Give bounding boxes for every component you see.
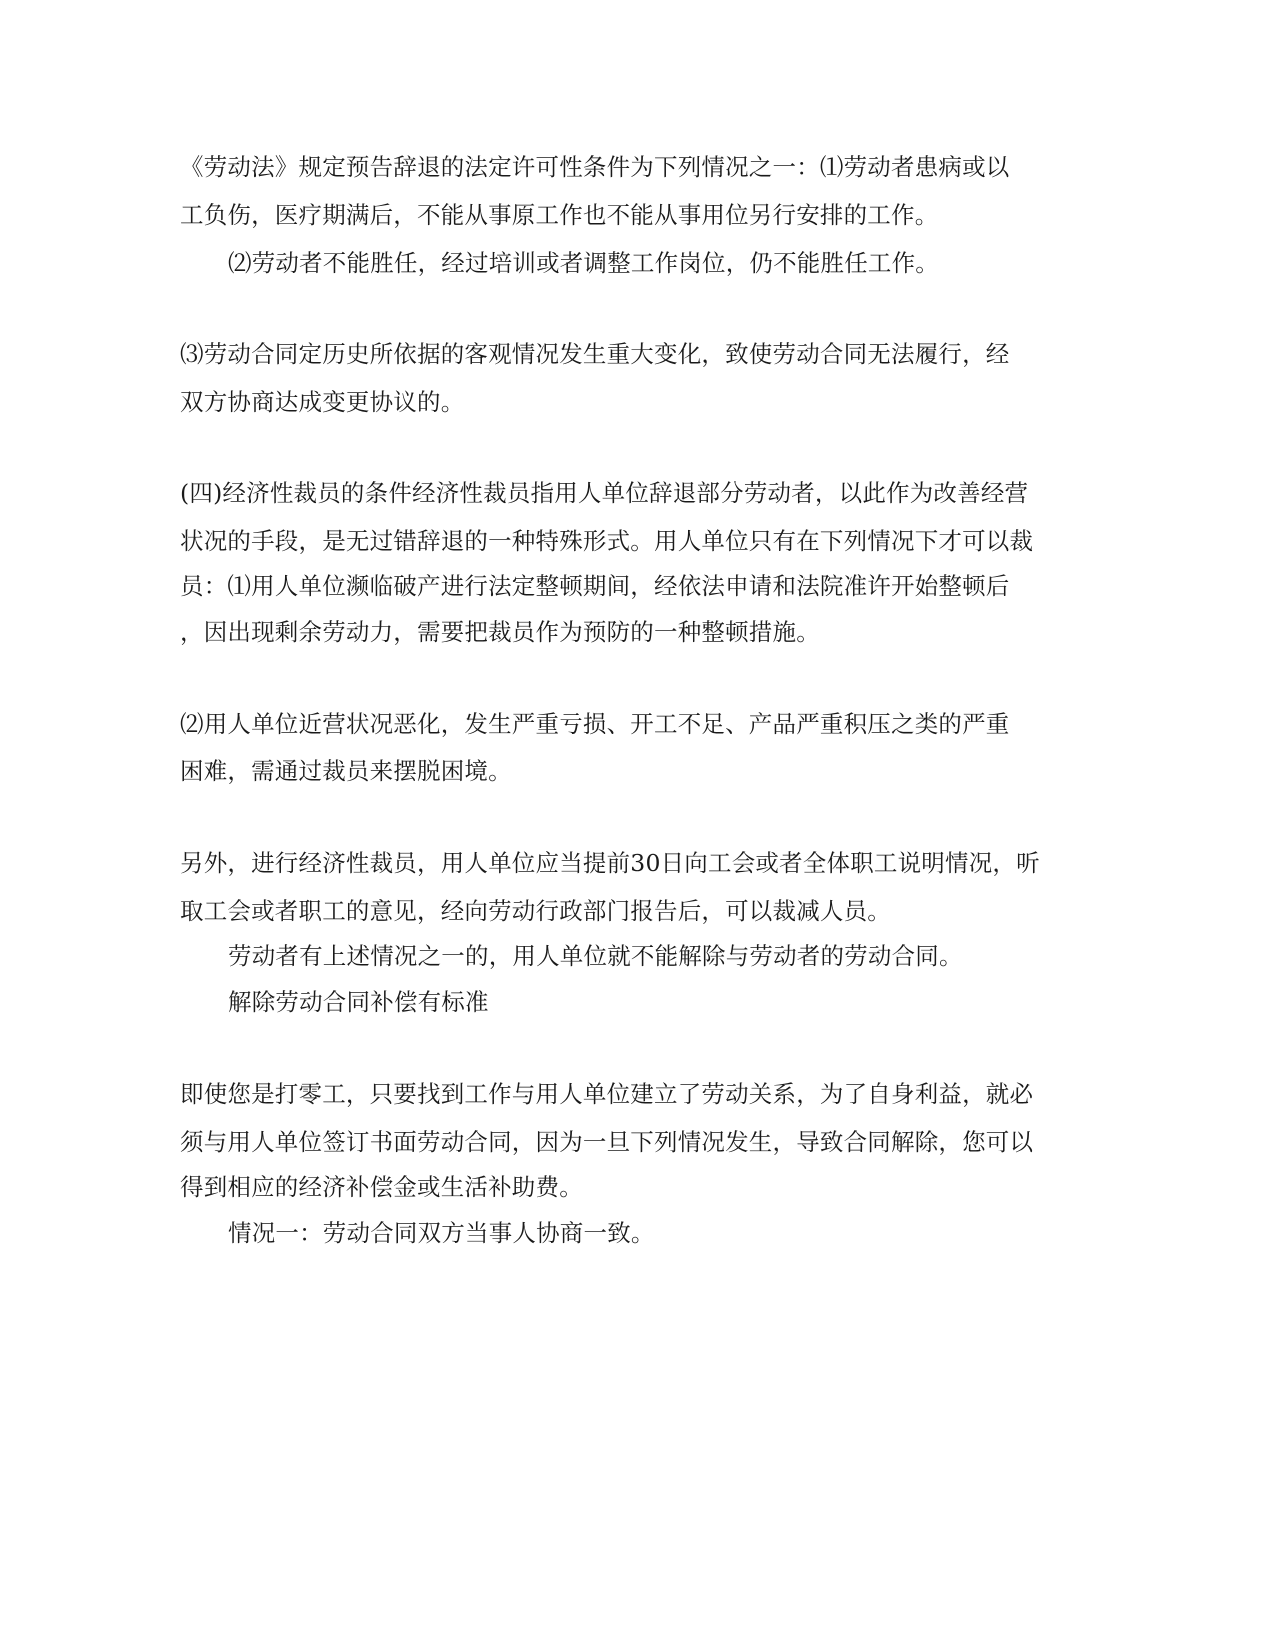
text-line: ⑶劳动合同定历史所依据的客观情况发生重大变化，致使劳动合同无法履行，经 <box>180 340 1010 368</box>
text-line: 得到相应的经济补偿金或生活补助费。 <box>180 1173 583 1201</box>
text-line: 取工会或者职工的意见，经向劳动行政部门报告后，可以裁减人员。 <box>180 897 891 925</box>
text-line: 劳动者有上述情况之一的，用人单位就不能解除与劳动者的劳动合同。 <box>228 942 963 970</box>
text-line: 另外，进行经济性裁员，用人单位应当提前30日向工会或者全体职工说明情况，听 <box>180 849 1040 877</box>
text-line: ，因出现剩余劳动力，需要把裁员作为预防的一种整顿措施。 <box>180 618 820 646</box>
text-line: 双方协商达成变更协议的。 <box>180 388 465 416</box>
text-line: (四)经济性裁员的条件经济性裁员指用人单位辞退部分劳动者，以此作为改善经营 <box>180 479 1029 507</box>
text-line: 须与用人单位签订书面劳动合同，因为一旦下列情况发生，导致合同解除，您可以 <box>180 1128 1034 1156</box>
text-line: 《劳动法》规定预告辞退的法定许可性条件为下列情况之一：⑴劳动者患病或以 <box>180 153 1010 181</box>
text-line: 即使您是打零工，只要找到工作与用人单位建立了劳动关系，为了自身利益，就必 <box>180 1080 1034 1108</box>
text-line: 困难，需通过裁员来摆脱困境。 <box>180 757 512 785</box>
text-line: 员：⑴用人单位濒临破产进行法定整顿期间，经依法申请和法院准许开始整顿后 <box>180 572 1010 600</box>
text-line: 情况一：劳动合同双方当事人协商一致。 <box>228 1219 655 1247</box>
text-line: 解除劳动合同补偿有标准 <box>228 988 489 1016</box>
text-line: 状况的手段，是无过错辞退的一种特殊形式。用人单位只有在下列情况下才可以裁 <box>180 527 1034 555</box>
text-line: 工负伤，医疗期满后，不能从事原工作也不能从事用位另行安排的工作。 <box>180 201 939 229</box>
text-line: ⑵用人单位近营状况恶化，发生严重亏损、开工不足、产品严重积压之类的严重 <box>180 710 1010 738</box>
text-line: ⑵劳动者不能胜任，经过培训或者调整工作岗位，仍不能胜任工作。 <box>228 249 939 277</box>
